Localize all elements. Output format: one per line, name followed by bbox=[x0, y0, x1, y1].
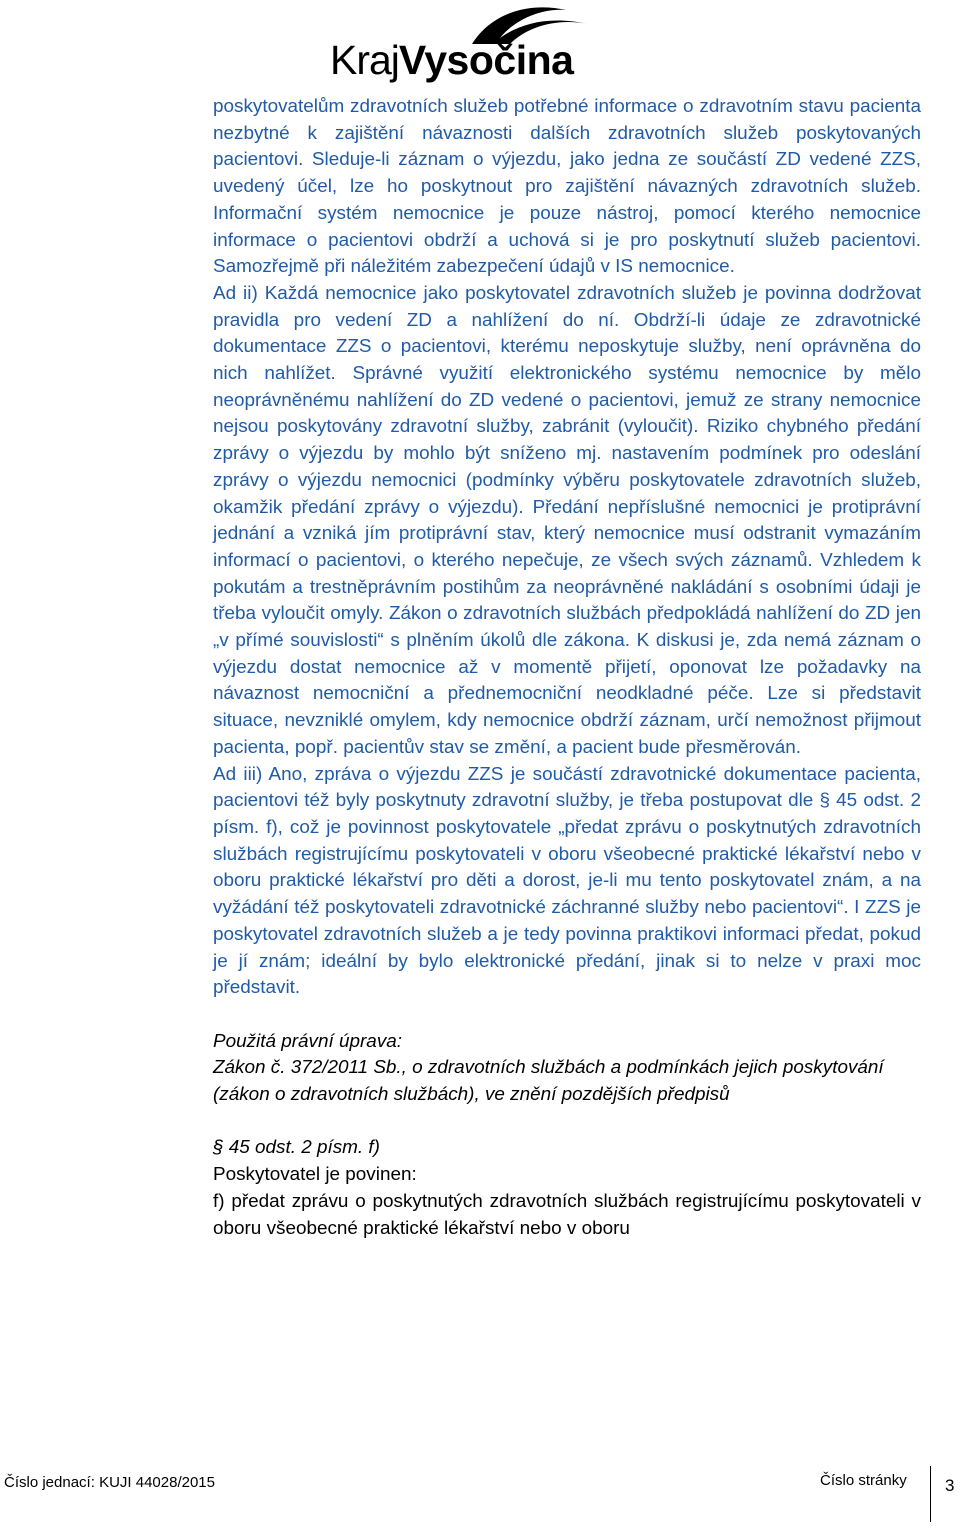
duty-item-f: f) předat zprávu o poskytnutých zdravotních službách registrujícímu poskytovateli v oboru všeobecné praktické lékařství nebo v oboru bbox=[213, 1190, 921, 1239]
paragraph-1 bbox=[213, 94, 921, 281]
page-footer bbox=[0, 1470, 960, 1530]
law-short-title: (zákon o zdravotních službách), ve znění pozdějších předpisů bbox=[213, 1084, 730, 1105]
paragraph-ad-ii: Ad ii) Každá nemocnice jako poskytovatel zdravotních služeb je povinna dodržovat pravidla pro vedení ZD a nahlížení do ní. Obdrží-li údaje ze zdravotnické dokumentace ZZS o pacientovi, kterému neposkytuje služby, není oprávněna do nich nahlížet. Správné využití elektronického systému nemocnice by mělo neoprávněnému nahlížení do ZD vedené o pacientovi, jemuž ze strany nemocnice nejsou poskytovány zdravotní služby, zabránit (vyloučit). Riziko chybného předání zprávy o výjezdu by mohlo být sníženo mj. nastavením podmínek pro odeslání zprávy o výjezdu nemocnici (podmínky výběru poskytovatele zdravotních služeb, okamžik předání zprávy o výjezdu). Předání nepříslušné nemocnici je protiprávní jednání a vzniká jím protiprávní stav, který nemocnice musí odstranit vymazáním informací o pacientovi, o kterého nepečuje, ze všech svých záznamů. Vzhledem k pokutám a trestněprávním postihům za neoprávněné nakládání s osobními údaji je třeba vyloučit omyly. Zákon o zdravotních službách předpokládá nahlížení do ZD jen „v přímé souvislosti“ s plněním úkolů dle zákona. K diskusi je, zda nemá záznam o výjezdu dostat nemocnice až v momentě přijetí, oponovat lze požadavky na návaznost nemocniční a přednemocniční neodkladné péče. Lze si představit situace, nevzniklé omylem, kdy nemocnice obdrží záznam, určí nemožnost přijmout pacienta, popř. pacientův stav se změní, a pacient bude přesměrován. bbox=[213, 282, 921, 758]
logo-vysocina-text: Vysočina bbox=[398, 37, 574, 83]
document-body bbox=[213, 94, 921, 1242]
logo-kraj-text: Kraj bbox=[330, 37, 399, 83]
duty-heading: Poskytovatel je povinen: bbox=[213, 1164, 417, 1186]
logo-kraj-vysocina bbox=[330, 2, 590, 84]
law-title: Zákon č. 372/2011 Sb., o zdravotních službách a podmínkách jejich poskytování bbox=[213, 1057, 884, 1079]
legal-heading: Použitá právní úprava: bbox=[213, 1030, 403, 1052]
footer-divider bbox=[930, 1466, 931, 1522]
legal-section bbox=[213, 1029, 921, 1243]
page-number: 3 bbox=[945, 1476, 955, 1495]
paragraph-ad-iii: Ad iii) Ano, zpráva o výjezdu ZZS je součástí zdravotnické dokumentace pacienta, pacientovi též byly poskytnuty zdravotní služby, je třeba postupovat dle § 45 odst. 2 písm. f), což je povinnost poskytovatele „předat zprávu o poskytnutých zdravotních službách registrujícímu poskytovateli v oboru všeobecné praktické lékařství nebo v oboru praktické lékařství pro děti a dorost, je-li mu tento poskytovatel znám, a na vyžádání též poskytovateli zdravotnické záchranné služby nebo pacientovi“. I ZZS je poskytovatel zdravotních služeb a je tedy povinna praktikovi informaci předat, pokud je jí znám; ideální by bylo elektronické předání, jinak si to nelze v praxi moc představit. bbox=[213, 763, 921, 999]
paragraph-1-part-1: poskytovatelům zdravotních služeb potřebné informace o zdravotním stavu pacienta nezbytné k zajištění návaznosti dalších zdravotních služeb poskytovaných pacientovi. Sleduje-li záznam o výjezdu, jako jedna ze součástí ZD vedené ZZS, uvedený účel, lze ho poskytnout pro zajištění návazných zdravotních služeb. bbox=[213, 96, 921, 198]
law-section: § 45 odst. 2 písm. f) bbox=[213, 1137, 380, 1159]
paragraph-1-part-2: Informační systém nemocnice je pouze nástroj, pomocí kterého nemocnice informace o pacientovi obdrží a uchová si je pro poskytnutí služeb pacientovi. Samozřejmě při náležitém zabezpečení údajů v IS nemocnice. bbox=[213, 202, 921, 278]
reference-number bbox=[4, 1474, 215, 1491]
page-label: Číslo stránky bbox=[820, 1472, 907, 1489]
reference-value: KUJI 44028/2015 bbox=[99, 1474, 215, 1491]
reference-label: Číslo jednací: bbox=[4, 1474, 95, 1491]
